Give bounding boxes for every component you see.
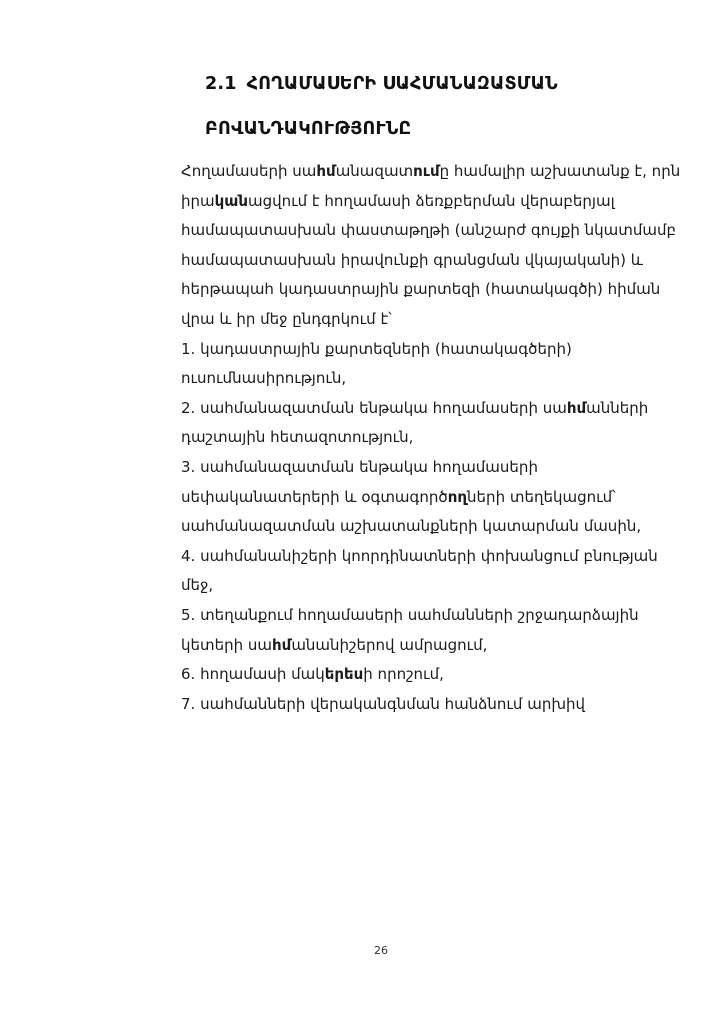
section-title-line2: ԲՈՎԱՆԴԱԿՈՒԹՅՈՒՆԸ (205, 119, 412, 139)
page-number: 26 (374, 944, 388, 957)
section-heading-line1 (205, 62, 558, 107)
section-number: 2.1 (205, 74, 237, 94)
section-title-line1: ՀՈՂԱՄԱՍԵՐԻ ՍԱՀՄԱՆԱԶԱՏՄԱՆ (246, 74, 558, 94)
section-heading (205, 62, 558, 152)
list-item-line: 2. սահմանազատման ենթակա հողամասերի սահմանների (181, 398, 649, 417)
list-item-line: 1. կադաստրային քարտեզների (հատակագծերի) (181, 339, 572, 358)
text-line: վրա և իր մեջ ընդգրկում է՝ (181, 309, 392, 328)
text-line: համապատասխան փաստաթղթի (անշարժ գույքի նկատմամբ (181, 221, 676, 240)
text-line: Հողամասերի սահմանազատումը համալիր աշխատանք է, որն (181, 162, 681, 180)
list-item-line: 5. տեղանքում հողամասերի սահմանների շրջադարձային (181, 605, 639, 624)
list-item-line: դաշտային հետազոտություն, (181, 428, 414, 447)
list-item-line: ուսումնասիրություն, (181, 369, 347, 388)
list-item-line: սեփականատերերի և օգտագործողների տեղեկացում՝ (181, 487, 616, 506)
list-item-line: 3. սահմանազատման ենթակա հողամասերի (181, 457, 538, 476)
list-item-line: մեջ, (181, 576, 214, 595)
list-item-line: 6. հողամասի մակերեսի որոշում, (181, 665, 444, 684)
list-item-line: կետերի սահմանանիշերով ամրացում, (181, 635, 488, 654)
text-line: իրականացվում է հողամասի ձեռքբերման վերաբերյալ (181, 191, 615, 210)
list-item-line: 7. սահմանների վերականգնման հանձնում արխիվ (181, 694, 586, 713)
text-line: հերթապահ կադաստրային քարտեզի (հատակագծի) հիման (181, 280, 661, 299)
list-item-line: սահմանազատման աշխատանքների կատարման մասին, (181, 517, 642, 536)
section-heading-line2 (205, 107, 558, 152)
body-text (181, 157, 681, 719)
text-line: համապատասխան իրավունքի գրանցման վկայականի) և (181, 250, 643, 269)
list-item-line: 4. սահմանանիշերի կոորդինատների փոխանցում բնության (181, 546, 658, 565)
